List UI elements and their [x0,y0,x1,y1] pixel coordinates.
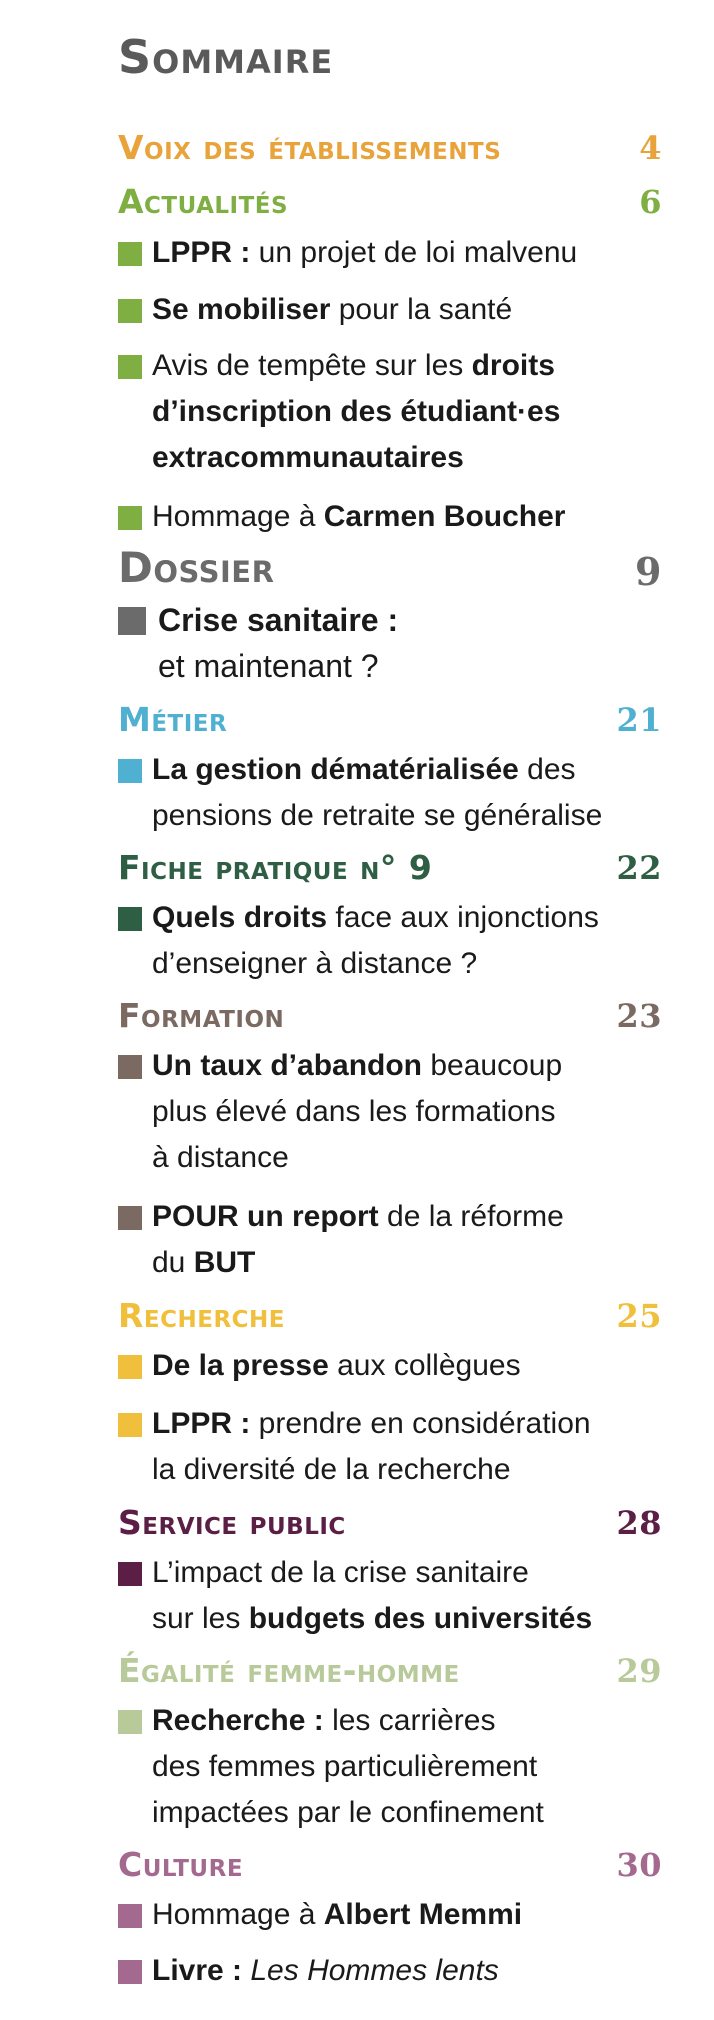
toc-item[interactable] [118,1698,712,1836]
item-text: à distance [152,1141,289,1174]
section-page-number: 28 [616,1504,662,1542]
item-bold-text: extracommunautaires [152,441,464,474]
bullet-square-icon [118,1960,142,1984]
item-bold-text: Albert Memmi [323,1898,523,1931]
section-culture[interactable] [118,1845,662,1885]
item-bold-text: Crise sanitaire : [158,602,399,638]
section-dossier[interactable] [118,543,662,594]
section-title: Formation [118,996,285,1035]
section-page-number: 23 [616,997,662,1035]
section-formation[interactable] [118,996,662,1036]
item-text: aux collègues [328,1349,521,1382]
toc-item[interactable] [118,343,712,481]
item-bold-text: Quels droits [152,901,328,934]
section-title: Fiche pratique n° 9 [118,848,433,887]
item-text: impactées par le confinement [152,1796,544,1829]
item-text: d’enseigner à distance ? [152,947,478,980]
toc-item[interactable] [118,1043,712,1181]
toc-item[interactable] [118,1401,712,1493]
item-text: Avis de tempête sur les [152,349,472,382]
item-bold-text: De la presse [152,1349,329,1382]
toc-item[interactable] [118,1892,712,1938]
bullet-square-icon [118,759,142,783]
toc-item[interactable] [118,230,712,276]
toc-item[interactable] [118,287,712,333]
item-text: plus élevé dans les formations [152,1095,556,1128]
toc-item[interactable] [118,747,712,839]
bullet-square-icon [118,1904,142,1928]
bullet-square-icon [118,907,142,931]
bullet-square-icon [118,1562,142,1586]
item-text: sur les [152,1602,249,1635]
section-page-number: 25 [616,1297,662,1335]
item-text: Hommage à [152,500,324,533]
item-bold-text: LPPR : [152,236,251,269]
bullet-square-icon [118,1710,142,1734]
section-page-number: 4 [639,129,662,167]
section-title: Dossier [118,543,275,592]
bullet-square-icon [118,1355,142,1379]
item-bold-text: budgets des universités [248,1602,593,1635]
item-text: du [152,1246,194,1279]
bullet-square-icon [118,1206,142,1230]
bullet-square-icon [118,607,146,635]
section-recherche[interactable] [118,1296,662,1336]
bullet-square-icon [118,1413,142,1437]
bullet-square-icon [118,1055,142,1079]
item-text: pour la santé [330,293,513,326]
toc-item[interactable] [118,895,712,987]
item-text: prendre en considération [250,1407,591,1440]
item-text: des [518,753,576,786]
section-title: Métier [118,700,228,739]
section-metier[interactable] [118,700,662,740]
item-text: un projet de loi malvenu [250,236,578,269]
item-text: les carrières [323,1704,496,1737]
item-text: de la réforme [378,1200,564,1233]
item-bold-text: Se mobiliser [152,293,331,326]
item-bold-text: Livre : [152,1954,243,1987]
bullet-square-icon [118,299,142,323]
section-voix-des-etablissements[interactable] [118,128,662,168]
item-bold-text: La gestion dématérialisée [152,753,519,786]
toc-item[interactable] [118,494,712,540]
item-text: face aux injonctions [327,901,599,934]
section-page-number: 29 [616,1652,662,1690]
item-bold-text: BUT [193,1246,256,1279]
item-text: et maintenant ? [158,648,379,684]
section-egalite-femme-homme[interactable] [118,1651,662,1691]
section-service-public[interactable] [118,1503,662,1543]
item-bold-text: POUR un report [152,1200,379,1233]
section-page-number: 22 [616,849,662,887]
toc-item[interactable] [118,1343,712,1389]
item-text: Hommage à [152,1898,324,1931]
section-title: Actualités [118,182,289,221]
item-text: beaucoup [422,1049,563,1082]
page-title: Sommaire [118,30,334,84]
section-title: Service public [118,1503,346,1542]
section-title: Voix des établissements [118,128,502,167]
item-text: pensions de retraite se généralise [152,799,603,832]
item-text: L’impact de la crise sanitaire [152,1556,529,1589]
item-text: des femmes particulièrement [152,1750,538,1783]
toc-item[interactable] [118,1550,712,1642]
section-title: Culture [118,1845,244,1884]
bullet-square-icon [118,242,142,266]
toc-item[interactable] [118,597,714,689]
item-bold-text: Recherche : [152,1704,324,1737]
item-bold-text: d’inscription des étudiant·es [152,395,561,428]
section-page-number: 9 [635,549,662,594]
item-bold-text: LPPR : [152,1407,251,1440]
item-bold-text: Carmen Boucher [323,500,566,533]
bullet-square-icon [118,355,142,379]
item-italic-text: Les Hommes lents [242,1954,499,1987]
item-bold-text: Un taux d’abandon [152,1049,422,1082]
section-actualites[interactable] [118,182,662,222]
section-title: Recherche [118,1296,286,1335]
section-page-number: 21 [616,701,662,739]
section-page-number: 30 [616,1846,662,1884]
item-text: la diversité de la recherche [152,1453,511,1486]
toc-item[interactable] [118,1948,712,1994]
section-fiche-pratique[interactable] [118,848,662,888]
section-page-number: 6 [639,183,662,221]
item-bold-text: droits [471,349,555,382]
section-title: Égalité femme-homme [118,1651,460,1690]
bullet-square-icon [118,506,142,530]
toc-item[interactable] [118,1194,712,1286]
